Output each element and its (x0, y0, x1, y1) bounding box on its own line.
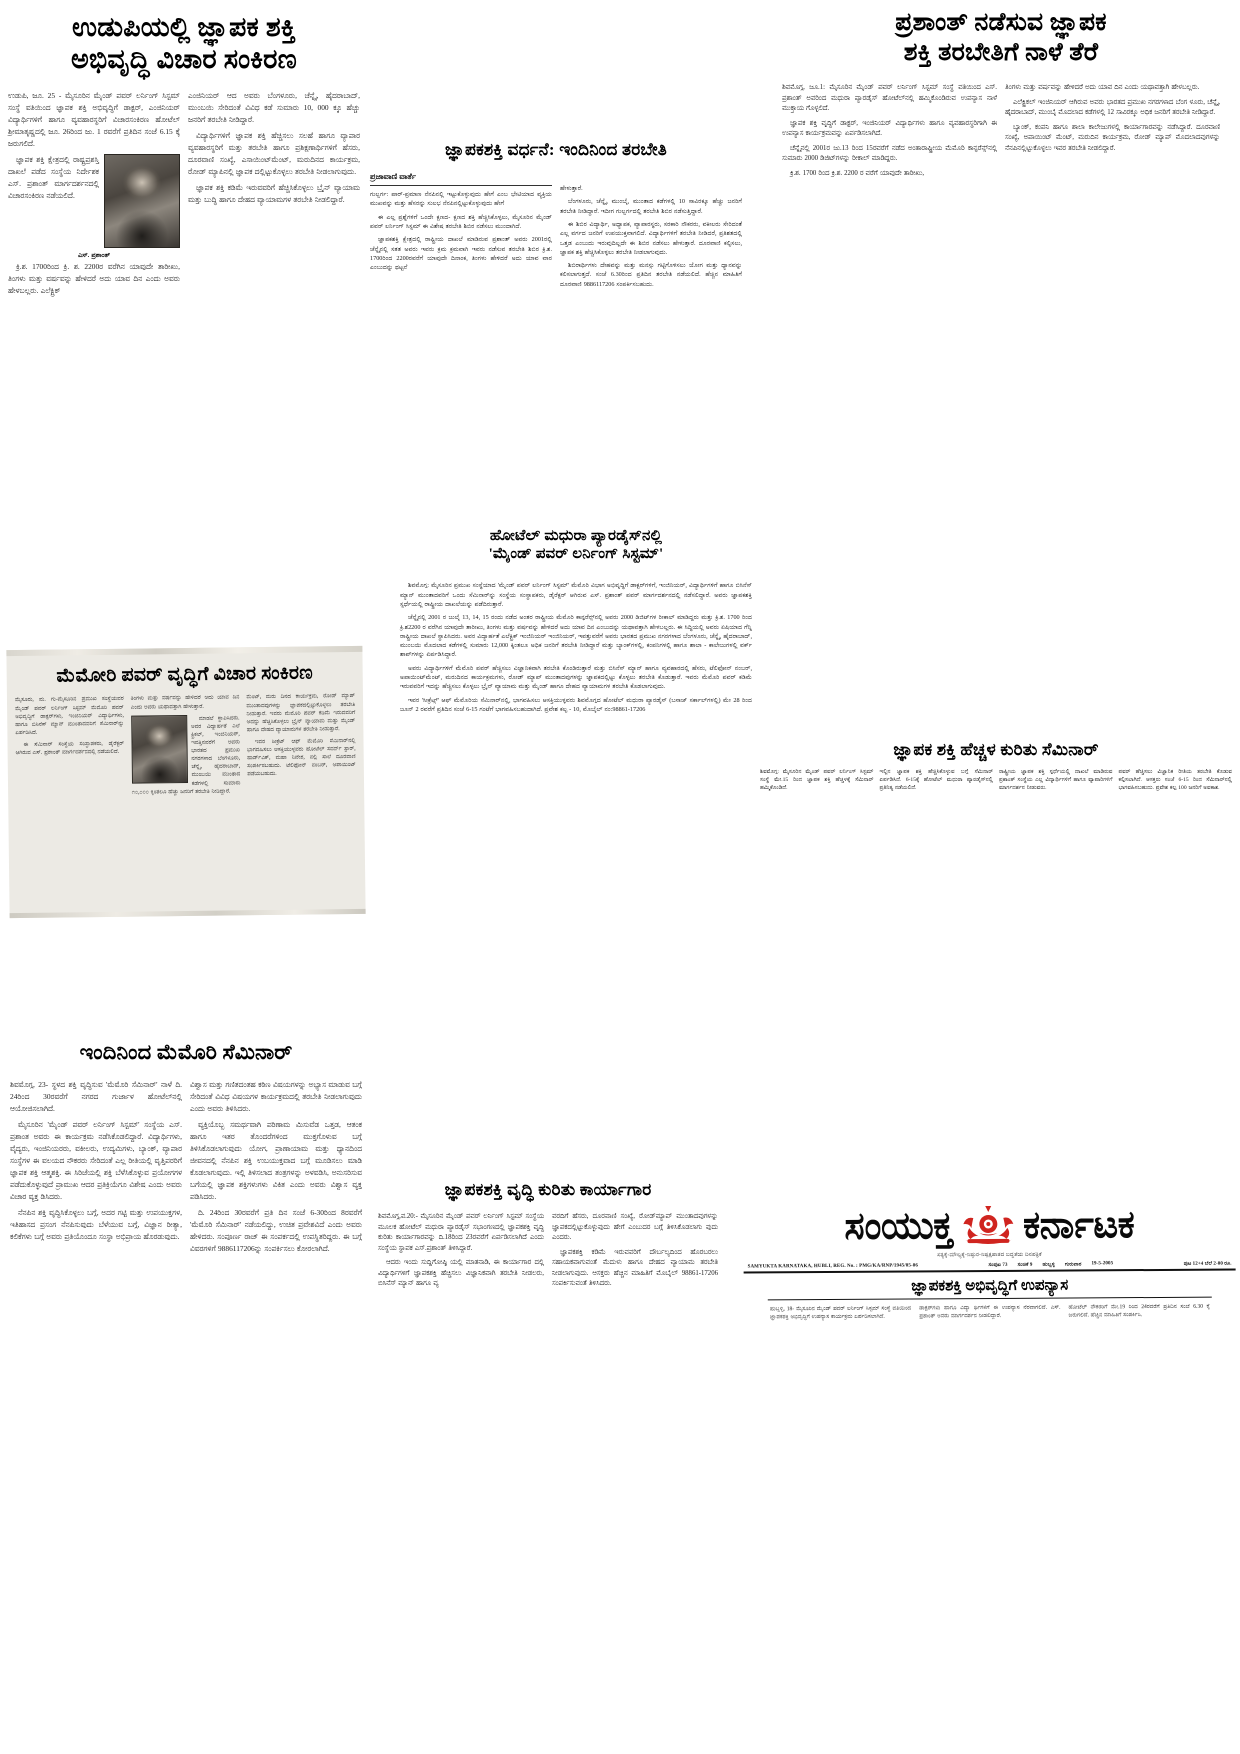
seminar-headline: ಜ್ಞಾಪಕ ಶಕ್ತಿ ಹೆಚ್ಚಳ ಕುರಿತು ಸೆಮಿನಾರ್ (893, 740, 1099, 759)
memory-headline: ಮೆಮೋರಿ ಪವರ್ ವೃದ್ಧಿಗೆ ವಿಚಾರ ಸಂಕಿರಣ (56, 662, 314, 687)
indininda-c2-p2: ವ್ಯಕ್ತಿಯೊಬ್ಬ ಸಮರ್ಥವಾಗಿ ಪರಿಣಾಮ ಮಿಸುವೆಡ ಒತ್ತಡ, ಆತಂಕ ಹಾಗೂ ಇತರ ತೊಂದರೆಗಳಿಂದ ಮುಕ್ತಗೊಳುವ ಬಗ್ಗೆ ತಿಳಿಸಿಕೊಡಲಾಗುವುದು ಯೋಗ, ಪ್ರಾಣಾಯಾಮ ಮತ್ತು ಧ್ಯಾನದಿಂದ ಜೀವನದಲ್ಲಿ ನೆನಪಿನ ಶಕ್ತಿ ಉಬಯುಕ್ತವಾದ ಬಗ್ಗೆ ಮೂಡಿಸಲು ಮಾಡಿ ಕೊಡಲಾಗುವುದು. ಇಲ್ಲಿ ತಿಳಿಸಲಾದ ತಂತ್ರಗಳನ್ನು ಅಳವಡಿಸಿ, ಅನುಸರಿಸುವ ಬಗೆಯಲ್ಲಿ ಜ್ಞಾಪಕ ಶಕ್ತಿಗಳುಗಳು ವಿಕಿತ ಎಂದು ಅವರು ವಿಶ್ವಾಸ ವ್ಯಕ್ತ ಪಡಿಸಿದರು. (190, 1119, 362, 1201)
prashanth-headline (770, 8, 1232, 67)
udupi-headline (8, 12, 360, 76)
seminar-column-2 (880, 768, 994, 796)
today-c2-p1: ಹೇಳುತ್ತಾರೆ. (560, 185, 583, 193)
indininda-c1-p2: ಮೈಸೂರಿನ 'ಮೈಂಡ್ ಪವರ್ ಲರ್ನಿಂಗ್ ಸಿಸ್ಟಮ್' ಸಂಸ್ಥೆಯ ಎಸ್. ಪ್ರಶಾಂತ ಅವರು ಈ ಕಾರ್ಯಕ್ರಮ ನಡೆಸಿಕೊಡಲಿದ್ದಾರೆ. ವಿದ್ಯಾರ್ಥಿಗಳು, ವೈದ್ಯರು, ಇಂಜಿನಿಯರರು, ವಕೀಲರು, ಉದ್ಯಮಿಗಳು, ಬ್ಯಾಂಕ್, ವ್ಯಾಪಾರ ಸಂಸ್ಥೆಗಳ ಈ ವಲಯದ ನೌಕರರು ಸೇರಿದಂತೆ ಎಲ್ಲ ರೀತಿಯಲ್ಲಿ ವೃತ್ತಿಪರರಿಗೆ ಜ್ಞಾಪಕ ಶಕ್ತಿ ಆತ್ಮಶಕ್ತಿ. ಈ ಸಿರಿಜೆಯಲ್ಲಿ ಶಕ್ತಿ ಬೆಳೆಸಿಕೊಳ್ಳುವ ಪ್ರಯೋಗಗಳ ಪಡೆದುಕೊಳ್ಳುವುದೆ ಪ್ರಾಮುಖ ಆದರ ಪ್ರತಿಕ್ರಿಯೆಗೂ ವಿಶೇಷ ಎಂದು ಅವರು ವಿಚಾರ ವ್ಯಕ್ತ ಡಿಸಿದರು. (10, 1119, 182, 1201)
karyagara-headline: ಜ್ಞಾಪಕಶಕ್ತಿ ವೃದ್ಧಿ ಕುರಿತು ಕಾರ್ಯಾಗಾರ (444, 1180, 652, 1199)
clipping-udupi-seminar (8, 12, 360, 512)
masthead-title-row (743, 1196, 1235, 1249)
udupi-c2-p1: ಎಂಜಿನಿಯರ್ ಆದ ಅವರು ಬೆಂಗಳೂರು, ಚೆನ್ನೈ, ಹೈದರಾಬಾದ್, ಮುಂಬಯಿ ಸೇರಿದಂತೆ ವಿವಿಧ ಕಡೆ ಸುಮಾರು 10, 000 ಕ್ಕೂ ಹೆಚ್ಚು ಜನರಿಗೆ ತರಬೇತಿ ನೀಡಿದ್ದಾರೆ. (188, 90, 360, 124)
today-c2-p2: ಬೆಂಗಳೂರು, ಚೆನ್ನೈ, ಮುಂಬೈ, ಮುಂತಾದ ಕಡೆಗಳಲ್ಲಿ 10 ಸಾವಿರಕ್ಕೂ ಹೆಚ್ಚು ಜನರಿಗೆ ತರಬೇತಿ ನೀಡಿದ್ದಾರೆ. ಇದೀಗ ಗುಲ್ಬರ್ಗದಲ್ಲಿ ತರಬೇತಿ ಶಿಬಿರ ನಡೆಸುತ್ತಿದ್ದಾರೆ. (560, 198, 742, 215)
indininda-c2-p1: ವಿಶ್ವಾಸ ಮತ್ತು ಗಣಿತದಂತಹ ಕಠಿಣ ವಿಷಯಗಳನ್ನು ಅಭ್ಯಾಸ ಮಾಡುವ ಬಗ್ಗೆ ಸೇರಿದಂತೆ ವಿವಿಧ ವಿಷಯಗಳ ಕಾರ್ಯಕ್ರಮದಲ್ಲಿ ತರಬೇತಿ ನೀಡಲಾಗುವುದು ಎಂದು ಅವರು ತಿಳಿಸಿದರು. (190, 1079, 362, 1113)
masthead-c2: ಡಾಕ್ಟರ್‌ಗಳು ಹಾಗೂ ವಿದ್ಯಾ ರ್ಥಿಗಳಿಗೆ ಈ ಉಪನ್ಯಾಸ ನೆರವಾಗಲಿದೆ. ಎಸ್. ಪ್ರಶಾಂತ್ ಅವರು ಮಾರ್ಗದರ್ಶನ ನೀಡಲಿದ್ದಾರೆ. (919, 1304, 1061, 1320)
masthead-c3: ಹೋಟೆಲ್ ನೌಕರರಿಗೆ ಮೇ.19 ರಿಂದ 24ರವರೆಗೆ ಪ್ರತಿದಿನ ಸಂಜೆ 6.30 ಕ್ಕೆ ಜರುಗಲಿದೆ. ಹೆಚ್ಚಿನ ಮಾಹಿತಿಗೆ ಸಂಪರ್ಕಿಸಿ. (1068, 1303, 1210, 1319)
udupi-headline-line2: ಅಭಿವೃದ್ಧಿ ವಿಚಾರ ಸಂಕಿರಣ (71, 43, 297, 74)
seminar-c1: ಶಿವಮೊಗ್ಗ: ಮೈಸೂರಿನ ಮೈಂಡ್ ಪವರ್ ಲರ್ನಿಂಗ್ ಸಿಸ್ಟಮ್ ಸಂಸ್ಥೆ ಮೇ.15 ರಿಂದ ಜ್ಞಾಪಕ ಶಕ್ತಿ ಹೆಚ್ಚಳಕ್ಕೆ ಸೆಮಿನಾರ್ ಹಮ್ಮಿಕೊಂಡಿದೆ. (760, 769, 874, 792)
madhura-headline-line2: 'ಮೈಂಡ್ ಪವರ್ ಲರ್ನಿಂಗ್ ಸಿಸ್ಟಮ್' (488, 545, 664, 562)
udupi-c2-p2: ವಿದ್ಯಾರ್ಥಿಗಳಿಗೆ ಜ್ಞಾಪಕ ಶಕ್ತಿ ಹೆಚ್ಚಿಸಲು ಸಲಹೆ ಹಾಗೂ ವ್ಯಾಪಾರ ವ್ಯವಹಾರಸ್ಥರಿಗೆ ಮತ್ತು ತರಬೇತಿ ಹಾಗೂ ಪ್ರಶಿಕ್ಷಣಾರ್ಥಿಗಳಿಗೆ ಹೆಸರು, ದೂರವಾಣಿ ಸಂಖ್ಯೆ, ಎಸಾಯಿಂಟ್‌ಮೆಂಟ್, ಮರುದಿನದ ಕಾರ್ಯಕ್ರಮ, ರೋಡ್ ಮ್ಯಾಪಿನಲ್ಲಿ ಜ್ಞಾಪಕ ದಲ್ಲಿಟ್ಟುಕೊಳ್ಳಲು ತರಬೇತಿ ನೀಡಲಾಗುವುದು. (188, 130, 360, 176)
karyagara-c2-p1: ವರದಿಗೆ ಹೆಸರು, ದೂರವಾಣಿ ಸಂಖ್ಯೆ, ರೋಡ್‌ಮ್ಯಾಪ್ ಮುಂತಾದವುಗಳನ್ನು ಜ್ಞಾಪಕದಲ್ಲಿಟ್ಟುಕೊಳ್ಳುವುದು ಹೇಗೆ ಎಂಬುದರ ಬಗ್ಗೆ ತಿಳಿಸಿಕೊಡಲಾಗು ವುದು ಎಂದರು. (552, 1213, 718, 1242)
clipping-prashanth-tomorrow (770, 8, 1232, 518)
prashanth-photo-udupi (104, 154, 180, 248)
today-column-1 (370, 172, 552, 276)
indininda-c1-p3: ನೆನಪಿನ ಶಕ್ತಿ ವೃದ್ಧಿಸಿಕೊಳ್ಳಲು ಬಗ್ಗೆ, ಅದರ ಗಟ್ಟಿ ಮತ್ತು ಉಪಯುಕ್ತಗಳ, ಇತಿಹಾಸದ ಪ್ರಸಂಗ ನೆನಪಿಸುವುದು ಬೆಳೆಯುವ ಬಗ್ಗೆ, ವಿಜ್ಞಾನ ರೀತ್ಯಾ, ಕಲಿಕೆಗಳು ಬಗ್ಗೆ ಅವರು ಪ್ರತಿಯೊಂದೂ ಸಂಸ್ಥಾ ಅಭಿಪ್ರಾಯ ಹೊರಡುವುದು. (10, 1207, 182, 1241)
masthead-day: ಗುರುವಾರ (1064, 1262, 1082, 1268)
masthead-article-column-1 (770, 1304, 911, 1325)
masthead-sub-headline: ಜ್ಞಾಪಕಶಕ್ತಿ ಅಭಿವೃದ್ಧಿಗೆ ಉಪನ್ಯಾಸ (768, 1276, 1212, 1301)
indininda-column-1 (10, 1079, 182, 1247)
prashanth-c2-p1: ತಿಂಗಳು ಮತ್ತು ವರ್ಷವನ್ನು ಹೇಳಿದರೆ ಅದು ಯಾವ ದಿನ ಎಂದು ಯಥಾವತ್ತಾಗಿ ಹೇಳಬಲ್ಲರು. (1005, 84, 1200, 91)
masthead-article-column-3 (1068, 1303, 1209, 1324)
clipping-today-training (370, 140, 742, 520)
seminar-c3: ರಾಷ್ಟ್ರೀಯ ಜ್ಞಾಪಕ ಶಕ್ತಿ ಸ್ಪರ್ಧೆಯಲ್ಲಿ ದಾಖಲೆ ಮಾಡಿರುವ ಪ್ರಶಾಂತ್ ಸಂಸ್ಥೆಯ ಎಲ್ಲ ವಿದ್ಯಾರ್ಥಿಗಳಿಗೆ ಹಾಗೂ ವ್ಯಾಪಾರಿಗಳಿಗೆ ಮಾರ್ಗದರ್ಶನ ನೀಡುವರು. (999, 769, 1113, 792)
udupi-column-2 (188, 90, 360, 210)
today-c1-p1: ಗುಲ್ಬರ್ಗ: ಪಾರ್-ಪ್ರಮಾಣ ನೆನಪಿನಲ್ಲಿ ಇಟ್ಟುಕೊಳ್ಳುವುದು ಹೇಗೆ ಎಂಬ ಭೇಟಿಯಾದ ವ್ಯಕ್ತಿಯ ಮುಖವನ್ನು ಮತ್ತು ಹೆಸರನ್ನು ಸುಲಭ ನೆನಪಿನಲ್ಲಿಟ್ಟುಕೊಳ್ಳುವುದು ಹೇಗೆ (370, 191, 552, 208)
masthead-article-column-2 (919, 1304, 1060, 1325)
karyagara-column-1 (378, 1212, 544, 1294)
udupi-c1-p1: ಉಡುಪಿ, ಜೂ. 25 - ಮೈಸೂರಿನ ಮೈಂಡ್ ಪವರ್ ಲರ್ನಿಂಗ್ ಸಿಸ್ಟಮ್ ಸಂಸ್ಥೆ ವತಿಯಿಂದ ಜ್ಞಾಪಕ ಶಕ್ತಿ ಅಭಿವೃದ್ಧಿಗೆ ಡಾಕ್ಟರ್, ಎಂಜಿನಿಯರ್ ವಿದ್ಯಾರ್ಥಿಗಳಿಗೆ ಹಾಗೂ ವ್ಯವಹಾರಸ್ಥರಿಗೆ ವಿಚಾರಸಂಕಿರಣ ಹೋಟೆಲ್ ಶ್ರೀಮಾತೃಷ್ಣದಲ್ಲಿ ಜೂ. 26ರಿಂದ ಜು. 1 ರವರೆಗೆ ಪ್ರತಿದಿನ ಸಂಜೆ 6.15 ಕ್ಕೆ ಜರುಗಲಿದೆ. (8, 90, 180, 148)
clipping-seminar-about-memory (760, 740, 1232, 850)
today-c1-p3: ಜ್ಞಾಪಕಶಕ್ತಿ ಕ್ಷೇತ್ರದಲ್ಲಿ ರಾಷ್ಟ್ರೀಯ ದಾಖಲೆ ಮಾಡಿರುವ ಪ್ರಶಾಂತ್ ಅವರು 2001ರಲ್ಲಿ ಚೆನ್ನೈನಲ್ಲಿ ಸತತ ಅವರು ಇವರು ಕ್ರಮ ಕ್ರಮವಾಗಿ ಇವರು ನಡೆಸುವ ತರಬೇತಿ ಶಿಬಿರ ಕ್ರಿ.ಶ. 1700ರಿಂದ 2200ರವರೆಗೆ ಯಾವುದೇ ದಿನಾಂಕ, ತಿಂಗಳು ಹೇಳಿದರೆ ಅದು ಯಾವ ವಾರ ಎಂಬುದನ್ನು ಥಟ್ಟನೆ (370, 236, 552, 272)
seminar-c2: ಇಲ್ಲಿನ ಜ್ಞಾಪಕ ಶಕ್ತಿ ಹೆಚ್ಚಿಸಿಕೊಳ್ಳುವ ಬಗ್ಗೆ ಸೆಮಿನಾರ್ ಏರ್ಪಡಿಸಿದೆ. 6-15ಕ್ಕೆ ಹೋಟೆಲ್ ಮಧುರಾ ಪ್ಯಾರಡೈಸ್‌ನಲ್ಲಿ ಪ್ರತಿನಿತ್ಯ ನಡೆಯಲಿದೆ. (879, 769, 993, 792)
today-rule (370, 185, 552, 186)
masthead-place: ಹುಬ್ಬಳ್ಳಿ (1042, 1262, 1055, 1268)
karyagara-column-2 (552, 1212, 718, 1294)
prashanth-photo-memory (131, 715, 188, 784)
seminar-c4: ಪವರ್ ಹೆಚ್ಚಿಸಲು ವಿಜ್ಞಾನಿಕ ರೀತಿಯ ತರಬೇತಿ ಕೊಡುವ ಕಲ್ಪಿಸಲಾಗಿದೆ. ಆಸಕ್ತರು ಸಂಜೆ 6-15 ರಿಂದ ಸೆಮಿನಾರ್‌ನಲ್ಲಿ ಭಾಗವಹಿಸಬಹುದು. ಪ್ರವೇಶ ಕಲ್ಪ 100 ಜನರಿಗೆ ಅವಕಾಶ. (1118, 769, 1232, 792)
memory-column-1 (15, 695, 124, 761)
prashanth-column-2 (1005, 83, 1220, 158)
indininda-column-2 (190, 1079, 362, 1259)
prashanth-c1-p4: ಕ್ರಿ.ಶ. 1700 ರಿಂದ ಕ್ರಿ.ಶ. 2200 ರ ವರೆಗೆ ಯಾವುದೇ ತಾರೀಖು, (790, 169, 925, 177)
memory-c2-p2: ಮಾಡಲೆ ಸ್ಥಾಪಿಸಿದರು. ಅವರ ವಿದ್ಯಾರ್ಹತೆ ಎಲೆ ಕ್ಟ್ರಿಕಲ್, ಇಂಜಿನಿಯರ್, ಇವತ್ತಿನವರೆಗೆ ಅವರು ಭಾರತದ ಪ್ರಮುಖ ನಗರಗಳಾದ ಬೆಂಗಳೂರು, ಚೆನ್ನೈ, ಹೈದರಾಬಾದ್, ಮುಂಬಯಿ ಮುಂತಾದ ಕಡೆಗಳಲ್ಲಿ ಸುಮಾರು ೧೦,೦೦೦ ಕ್ಕಿಂತಲೂ ಹೆಚ್ಚು ಜನರಿಗೆ ತರಬೇತಿ ನೀಡಿದ್ದಾರೆ. (131, 714, 241, 796)
memory-c3-p2: ಇವರ ಸೀಕ್ರೆಟ್ ಆಫ್ ಮೆಮೊರಿ ಸೆಮಿನಾರ್‌ನಲ್ಲಿ ಭಾಗವಹಿಸಲು ಆಸಕ್ತಿಯುಳ್ಳವರು ಹೋಟೆಲ್ ಸದರ್ನ್ ಸ್ಟಾರ್, ಹಾರ್ಡ್‌ವಿಕ್, ಮಹಾ ನಿವೇಶ, ನಲ್ಲಿ ಸಾಲೆ ದೂರವಾಣಿ ಸಂಪರ್ಕಿಸಬಹುದು. ಟೆಲಿಫೋನ್ ನಂಬರ್, ಅಪಾಯಿಂಟ್ ಪಡೆಯಬಹುದು. (246, 737, 356, 778)
seminar-column-3 (999, 768, 1113, 796)
prashanth-headline-line2: ಶಕ್ತಿ ತರಬೇತಿಗೆ ನಾಳೆ ತೆರೆ (903, 38, 1099, 66)
madhura-p1: ಶಿವಮೊಗ್ಗ: ಮೈಸೂರಿನ ಪ್ರಮುಖ ಸಂಸ್ಥೆಯಾದ 'ಮೈಂಡ್ ಪವರ್ ಲರ್ನಿಂಗ್ ಸಿಸ್ಟಮ್' ಮೆಮೊರಿ ವಿಭಾಗ ಅಭಿವೃದ್ಧಿಗೆ ಡಾಕ್ಟರ್‌ಗಳಿಗೆ, ಇಂಜಿನಿಯರ್, ವಿದ್ಯಾರ್ಥಿಗಳಿಗೆ ಹಾಗೂ ಬಿಸಿನೆಸ್ ಮ್ಯಾನ್ ಮುಂತಾದವರಿಗೆ ಒಂದು ಸೆಮಿನಾರ್‌ನ್ನು ಸಂಸ್ಥೆಯ ಸಂಸ್ಥಾಪಕರು, ಡೈರೆಕ್ಟರ್ ಆಗಿರುವ ಎಸ್. ಪ್ರಶಾಂತ್ ಪವರ್ ಮಾರ್ಗದರ್ಶನದಲ್ಲಿ ನಡೆಸಲಿದ್ದಾರೆ. ಅವರು ಜ್ಞಾಪಕಶಕ್ತಿ ಸ್ಪರ್ಧೆಯಲ್ಲಿ ರಾಷ್ಟ್ರೀಯ ದಾಖಲೆಯನ್ನು ಪಡೆದಿರುತ್ತಾರೆ. (400, 582, 752, 608)
memory-c1-p1: ಮೈಸೂರು, ಮ. ಗು-ಮೈಸೂರಿನ ಪ್ರಮುಖ ಸಂಸ್ಥೆಯವರ ಮೈಂಡ್ ಪವರ್ ಲರ್ನಿಂಗ್ ಸಿಸ್ಟಮ್ ಮೆಮೊರಿ ಪವರ್ ಅಭಿವೃದ್ಧಿಗೆ ಡಾಕ್ಟರ್‌ಗಳು, ಇಂಜಿನಿಯರ್ ವಿದ್ಯಾರ್ಥಿಗಳು, ಹಾಗೂ ಬಿಸಿನೆಸ್ ಮ್ಯಾನ್ ಮುಂತಾದವರಿಗೆ ಸೆಮಿನಾರ್‌ನ್ನು ಏರ್ಪಡಿಸಿದೆ. (14, 696, 124, 736)
karyagara-c2-p2: ಜ್ಞಾಪಕಶಕ್ತಿ ಕಡಿಮೆ ಇರುವವರಿಗೆ ದೌರ್ಬಲ್ಯದಿಂದ ಹೊರಬರಲು ಸಹಾಯಕವಾಗುವಂತೆ ಮೆದುಳು ಹಾಗೂ ದೇಹದ ವ್ಯಾಯಾಮ ತರಬೇತಿ ನೀಡಲಾಗುವುದು. ಆಸಕ್ತರು ಹೆಚ್ಚಿನ ಮಾಹಿತಿಗೆ ಮೊಬೈಲ್ 98861-17206 ಸಂಪರ್ಕಿಸುವಂತೆ ತಿಳಿಸಿದರು. (552, 1248, 718, 1288)
prashanth-headline-line1: ಪ್ರಶಾಂತ್ ನಡೆಸುವ ಜ್ಞಾಪಕ (895, 9, 1107, 36)
memory-column-3 (246, 692, 356, 782)
udupi-c1-p2: ಜ್ಞಾಪಕ ಶಕ್ತಿ ಕ್ಷೇತ್ರದಲ್ಲಿ ರಾಷ್ಟ್ರಪ್ರಶಸ್ತಿ ದಾಖಲೆ ಪಡೆದ ಸಂಸ್ಥೆಯ ನಿರ್ದೇಶಕ ಎಸ್. ಪ್ರಶಾಂತ್ ಮಾರ್ಗದರ್ಶನದಲ್ಲಿ ವಿಚಾರಸಂಕಿರಣ ನಡೆಯಲಿದೆ. (8, 154, 99, 200)
today-kicker: ಪ್ರಜಾವಾಣಿ ವಾರ್ತೆ (370, 172, 416, 182)
memory-c1-p2: ಈ ಸೆಮಿನಾರ್ ಸಂಸ್ಥೆಯ ಸಂಸ್ಥಾಪಕರು, ಡೈರೆಕ್ಟರ್ ಆಗಿರುವ ಎಸ್. ಪ್ರಶಾಂತ್ ಮಾರ್ಗದರ್ಶನದಲ್ಲಿ ನಡೆಯಲಿದೆ. (15, 740, 125, 757)
today-headline: ಜ್ಞಾಪಕಶಕ್ತಿ ವರ್ಧನೆ: ಇಂದಿನಿಂದ ತರಬೇತಿ (444, 140, 668, 159)
indininda-headline: ಇಂದಿನಿಂದ ಮೆಮೊರಿ ಸೆಮಿನಾರ್ (79, 1040, 293, 1064)
prashanth-c1-p1: ಶಿವಮೊಗ್ಗ, ಜೂ.1: ಮೈಸೂರಿನ ಮೈಂಡ್ ಪವರ್ ಲರ್ನಿಂಗ್ ಸಿಸ್ಟಮ್ ಸಂಸ್ಥೆ ವತಿಯಿಂದ ಎಸ್. ಪ್ರಶಾಂತ್ ಅವರಿಂದ ಮಧುರಾ ಪ್ಯಾರಡೈಸ್ ಹೋಟೆಲ್‌ನಲ್ಲಿ ಹಮ್ಮಿಕೊಂಡಿರುವ ಉಪನ್ಯಾಸ ನಾಳೆ ಮುಕ್ತಾಯ ಗೊಳ್ಳಲಿದೆ. (782, 84, 997, 113)
udupi-column-1 (8, 90, 180, 301)
prashanth-column-1 (782, 83, 997, 183)
indininda-c1-p1: ಶಿವಮೊಗ್ಗ, 23- ಸ್ಥಳದ ಶಕ್ತಿ ವೃದ್ಧಿಸುವ 'ಮೆಮೊರಿ ಸೆಮಿನಾರ್' ನಾಳೆ ದಿ. 24ರಿಂದ 30ರವರೆಗೆ ನಗರದ ಗುರ್ಜಾಳ ಹೋಟೆಲ್‌ನಲ್ಲಿ ಆಯೋಜಿಸಲಾಗಿದೆ. (10, 1079, 182, 1113)
udupi-c1-p3: ಕ್ರಿ.ಶ. 1700ರಿಂದ ಕ್ರಿ. ಶ. 2200ರ ವರೆಗಿನ ಯಾವುದೇ ತಾರೀಖು, ತಿಂಗಳು ಮತ್ತು ವರ್ಷವನ್ನು ಹೇಳಿದರೆ ಅದು ಯಾವ ದಿನ ಎಂದು ಅವರು ಹೇಳಬಲ್ಲರು. ಎಲೆಕ್ಟ್ರಿಕ್ (8, 262, 180, 296)
memory-c2-p1: ತಿಂಗಳು ಮತ್ತು ವರ್ಷವನ್ನು ಹೇಳಿದರೆ ಅದು ಯಾವ ದಿನ ಎಂದು ಅವರು ಯಥಾವತ್ತಾಗಿ ಹೇಳುತ್ತಾರೆ. (130, 694, 240, 711)
indininda-c2-p3: ದಿ. 24ರಿಂದ 30ರವರೆಗೆ ಪ್ರತಿ ದಿನ ಸಂಜೆ 6-30ರಿಂದ 8ರವರೆಗೆ 'ಮೆಮೊರಿ ಸೆಮಿನಾರ್' ನಡೆಯಲಿದ್ದು, ಉಚಿತ ಪ್ರವೇಶವಿದೆ ಎಂದು ಅವರು ಹೇಳಿದರು. ಸಂಪೂರ್ಣ ರಾಜ್ ಈ ಸಂಪರ್ಕದಲ್ಲಿ ಉಪಸ್ಥಿತರಿದ್ದರು. ಈ ಬಗ್ಗೆ ವಿವರಗಳಿಗೆ 9886117206ನ್ನು ಸಂಪರ್ಕಿಸಲು ಕೋರಲಾಗಿದೆ. (190, 1207, 362, 1253)
udupi-c2-p3: ಜ್ಞಾಪಕ ಶಕ್ತಿ ಕಡಿಮೆ ಇರುವವರಿಗೆ ಹೆಚ್ಚಿಸಿಕೊಳ್ಳಲು ಬ್ರೈನ್ ವ್ಯಾಯಾಮ ಮತ್ತು ಬುದ್ಧಿ ಹಾಗೂ ದೇಹದ ವ್ಯಾಯಾಮಗಳ ತರಬೇತಿ ನೀಡಲಿದ್ದಾರೆ. (188, 182, 360, 204)
masthead-registration: SAMYUKTA KARNATAKA, HUBLI, REG. No. : PMG/KA/RNP/1945/05-06 (747, 1262, 918, 1269)
masthead-pages-price: ಪುಟ 12+4 ಬೆಲೆ 2-00 ರೂ. (1183, 1261, 1232, 1267)
karyagara-c1-p2: ಆದರು ಇಂದು ಸುದ್ದಿಗೋಷ್ಠಿ ಯಲ್ಲಿ ಮಾತನಾಡಿ, ಈ ಕಾರ್ಯಾಗಾರ ದಲ್ಲಿ ವಿದ್ಯಾರ್ಥಿಗಳಿಗೆ ಜ್ಞಾಪಕಶಕ್ತಿ ಹೆಚ್ಚಿಸಲು ವಿಜ್ಞಾನಿಕವಾಗಿ ತರಬೇತಿ ನೀಡಲರು, ಬಿಸಿನೆಸ್ ಮ್ಯಾನ್ ಹಾಗೂ ವ್ಯ (378, 1259, 544, 1288)
masthead-divider (744, 1268, 1236, 1273)
prashanth-c1-p3: ಚೆನ್ನೈನಲ್ಲಿ 2001ರ ಜು.13 ರಿಂದ 15ರವರೆಗೆ ನಡೆದ ಅಂತಾರಾಷ್ಟ್ರೀಯ ಮೆಮೊರಿ ಕಾನ್ಫರೆನ್ಸ್‌ನಲ್ಲಿ ಸುಮಾರು 2000 ಡಿಜಿಟ್‌ಗಳನ್ನು ರೀಕಾಲ್ ಮಾಡಿದ್ದರು. (782, 144, 997, 163)
clipping-indininda-memory-seminar (10, 1040, 362, 1570)
madhura-p3: ಅವರು ವಿದ್ಯಾರ್ಥಿಗಳಿಗೆ ಮೆಮೊರಿ ಪವರ್ ಹೆಚ್ಚಿಸಲು ವಿಜ್ಞಾನಿಕವಾಗಿ ತರಬೇತಿ ಕೊಂಡಿರುತ್ತಾರೆ ಮತ್ತು ಬಿಸಿನೆಸ್ ಮ್ಯಾನ್ ಹಾಗೂ ವ್ಯವಹಾರದಲ್ಲಿ ಹೆಸರು, ಟೆಲಿಫೋನ್ ನಂಬರ್, ಅಪಾಯಿಂಟ್‌ಮೆಂಟ್, ಮರುದಿನದ ಕಾರ್ಯಕ್ರಮಗಳು, ರೋಡ್ ಮ್ಯಾಪ್ ಮುಂತಾದವುಗಳನ್ನು ಜ್ಞಾಪಕದಲ್ಲಿಟ್ಟು ಕೊಳ್ಳಲು ತರಬೇತಿ ಕೊಡುತ್ತಾರೆ. ಇವರು ಮೆಮೊರಿ ಪವರ್ ಕಡಿಮೆ ಇರುವವರಿಗೆ ಇದನ್ನು ಹೆಚ್ಚಿಸಲು ಕೊಳ್ಳಲು ಬ್ರೈನ್ ವ್ಯಾಯಾಮ ಮತ್ತು ಮೈಂಡ್ ಹಾಗೂ ದೇಹದ ವ್ಯಾಯಾಮಗಳ ತರಬೇತಿ ಕೊಡಲಾಗುವುದು. (400, 664, 752, 691)
madhura-p2: ಚೆನ್ನೈನಲ್ಲಿ 2001 ರ ಜುಲೈ 13, 14, 15 ರಂದು ನಡೆದ ಅಂತರ ರಾಷ್ಟ್ರೀಯ ಮೆಮೊರಿ ಕಾನ್ಫರೆನ್ಸ್‌ನಲ್ಲಿ ಅವರು 2000 ಡಿಜಿಟ್‌ಗಳ ರೀಕಾಲ್ ಮಾಡಿದ್ದರು ಮತ್ತು ಕ್ರಿ.ಶ. 1700 ರಿಂದ ಕ್ರಿ.ಶ2200 ರ ವರೆಗಿನ ಯಾವುದೇ ತಾರೀಖು, ತಿಂಗಳು ಮತ್ತು ವರ್ಷವನ್ನು ಹೇಳಿದರೆ ಅದು ಯಾವ ದಿನ ಎಂಬುದನ್ನು ಯಥಾವತ್ತಾಗಿ ಹೇಳಬಲ್ಲರು. ಈ ಸಿದ್ಧಿಯಲ್ಲಿ ಅವರು ಏಷಿಯಾದ ಗೆನ್ನಿ ರಾಷ್ಟ್ರೀಯ ದಾಖಲೆ ಸ್ಥಾಪಿಸಿದರು. ಅವರ ವಿದ್ಯಾರ್ಹತೆ ಎಲೆಕ್ಟ್ರಿಕ್ ಇಂಜಿನಿಯರ್ ಇಂಜಿನಿಯರ್, ಇವತ್ತುವರೆಗೆ ಅವರು ಭಾರತದ ಪ್ರಮುಖ ನಗರಗಳಾದ ಬೆಂಗಳೂರು, ಚೆನ್ನೈ, ಹೈದರಾಬಾದ್, ಮುಂಬಯಿ ಮೊದಲಾದ ಕಡೆಗಳಲ್ಲಿ ಸುಮಾರು 12,000 ಕ್ಕಿಂತಲೂ ಅಧಿಕ ಜನರಿಗೆ ತರಬೇತಿ ನೀಡಿದ್ದಾರೆ ಮತ್ತು ಬ್ಯಾಂಕ್‌ಗಳಲ್ಲಿ, ಕಂಪನಿಗಳಲ್ಲಿ ಹಾಗೂ ಶಾಲಾ - ಕಾಲೇಜುಗಳಲ್ಲಿ ವರ್ಕ್ ಶಾಪ್‌ಗಳನ್ನು ಏರ್ಪಡಿಸಿದ್ದಾರೆ. (400, 614, 752, 659)
prashanth-c1-p2: ಜ್ಞಾಪಕ ಶಕ್ತಿ ವೃದ್ಧಿಗೆ ಡಾಕ್ಟರ್, ಇಂಜಿನಿಯರ್ ವಿದ್ಯಾರ್ಥಿಗಳು ಹಾಗೂ ವ್ಯವಹಾರಸ್ಥರಿಗಾಗಿ ಈ ಉಪನ್ಯಾಸ ಕಾರ್ಯಕ್ರಮವನ್ನು ಏರ್ಪಡಿಸಲಾಗಿದೆ. (782, 119, 997, 138)
karnataka-state-emblem-icon (959, 1204, 1017, 1248)
madhura-p4: ಇವರ 'ಸೀಕ್ರೆಟ್ಸ್' ಆಫ್ ಮೆಮೊರಿಯ ಸೆಮಿನಾರ್‌ನಲ್ಲಿ, ಭಾಗವಹಿಸಲು ಆಸಕ್ತಿಯುಳ್ಳವರು ಶಿವಮೊಗ್ಗದ ಹೋಟೆಲ್ ಮಧುರಾ ಪ್ಯಾರಡೈಸ್ (ಬಸಾಜ್ ಸರ್ಕಾಲ್‌ಗಳಲ್ಲಿ) ಮೇ 28 ರಿಂದ ಜೂನ್ 2 ರವರೆಗೆ ಪ್ರತಿದಿನ ಸಂಜೆ 6-15 ಗಂಟೆಗೆ ಭಾಗವಹಿಸಬಹುದಾಗಿದೆ. ಪ್ರವೇಶ ಕಲ್ಪ - 10, ಮೊಬೈಲ್ ನಂ:98861-17206 (400, 696, 752, 713)
prashanth-c2-p2: ಎಲೆಕ್ಟ್ರಿಕಲ್ ಇಂಜಿನಿಯರ್ ಆಗಿರುವ ಅವರು ಭಾರತದ ಪ್ರಮುಖ ನಗರಗಳಾದ ಬೆಂಗ ಳೂರು, ಚೆನ್ನೈ, ಹೈದರಾಬಾದ್, ಮುಂಬೈ ಮೊದಲಾದ ಕಡೆಗಳಲ್ಲಿ 12 ಸಾವಿರಕ್ಕೂ ಅಧಿಕ ಜನರಿಗೆ ತರಬೇತಿ ನೀಡಿದ್ದಾರೆ. (1005, 98, 1220, 117)
masthead-c1: ಹುಬ್ಬಳ್ಳಿ, 18- ಮೈಸೂರಿನ ಮೈಂಡ್ ಪವರ್ ಲರ್ನಿಂಗ್ ಸಿಸ್ಟಮ್ ಸಂಸ್ಥೆ ವತಿಯಿಂದ ಜ್ಞಾಪಕಶಕ್ತಿ ಅಭಿವೃದ್ಧಿಗೆ ಉಪನ್ಯಾಸ ಕಾರ್ಯಕ್ರಮ ಏರ್ಪಡಿಸಲಾಗಿದೆ. (769, 1305, 912, 1321)
clipping-karyagara-workshop (378, 1180, 718, 1580)
clipping-samyukta-karnataka-masthead (743, 1196, 1237, 1469)
today-c2-p3: ಈ ಶಿಬಿರ ವಿದ್ಯಾರ್ಥಿ, ಅಧ್ಯಾಪಕ, ವ್ಯಾಪಾರಸ್ಥರು, ಸರಕಾರಿ ನೌಕರರು, ವಕೀಲರು ಸೇರಿದಂತೆ ಎಲ್ಲ ವರ್ಗದ ಜನರಿಗೆ ಉಪಯುಕ್ತವಾಗಲಿದೆ. ವಿದ್ಯಾರ್ಥಿಗಳಿಗೆ ತರಬೇತಿ ನೀಡಿದರೆ, ಪ್ರತಿಶತದಲ್ಲಿ ಒತ್ತಡ ಎಂಬುದು ಇರುವುದಿಲ್ಲದೇ ಈ ಶಿಬಿರ ನಡೆಸಲು ಹೇಳುತ್ತಾರೆ. ದೂರವಾಣಿ ಕಲ್ಪಿಸಲು, ಜ್ಞಾಪಕ ಶಕ್ತಿ ಹೆಚ್ಚಿಸಿಕೊಳ್ಳಲು ತರಬೇತಿ ನೀಡಲಾಗುವುದು. (560, 220, 742, 256)
clipping-memory-power (6, 646, 365, 918)
clipping-madhura-paradise (400, 528, 752, 1038)
udupi-headline-line1: ಉಡುಪಿಯಲ್ಲಿ ಜ್ಞಾಪಕ ಶಕ್ತಿ (72, 12, 296, 42)
udupi-photo-caption: ಎಸ್. ಪ್ರಶಾಂತ್ (77, 251, 111, 259)
karyagara-c1-p1: ಶಿವಮೊಗ್ಗ,ವ.20:- ಮೈಸೂರಿನ ಮೈಂಡ್ ಪವರ್ ಲರ್ನಿಂಗ್ ಸಿಸ್ಟಮ್ ಸಂಸ್ಥೆಯ ಮೂಲಕ ಹೋಟೆಲ್ ಮಧುರಾ ಪ್ಯಾರಡೈಸ್ ಸಭಾಂಗಣದಲ್ಲಿ ಜ್ಞಾಪಕಶಕ್ತಿ ವೃದ್ಧಿ ಕುರಿತು ಕಾರ್ಯಾಗಾರವನ್ನು ದಿ.18ರಿಂದ 23ರವರೆಗೆ ಏರ್ಪಡಿಸಲಾಗಿದೆ ಎಂದು ಸಂಸ್ಥೆಯ ಸ್ಥಾಪಕ ಎಸ್.ಪ್ರಶಾಂತ್ ತಿಳಿಸಿದ್ದಾರೆ. (378, 1213, 544, 1252)
seminar-column-1 (760, 768, 874, 796)
today-c1-p2: ಈ ಎಲ್ಲ ಪ್ರಶ್ನೆಗಳಿಗೆ ಒಂದೇ ಕ್ಷಣದ- ಕ್ಷಣದ ಶಕ್ತಿ ಹೆಚ್ಚಿಸಿಕೊಳ್ಳಲು, ಮೈಸೂರಿನ ಮೈಂಡ್ ಪವರ್ ಲರ್ನಿಂಗ್ ಸಿಸ್ಟಮ್ ಈ ವಿಶೇಷ ತರಬೇತಿ ಶಿಬಿರ ನಡೆಸಲು ಮುಂದಾಗಿದೆ. (370, 213, 552, 230)
madhura-headline-line1: ಹೋಟೆಲ್ ಮಧುರಾ ಪ್ಯಾರಡೈಸ್‌ನಲ್ಲಿ (489, 528, 663, 544)
masthead-date: 19-5-2005 (1091, 1261, 1114, 1267)
masthead-issue: ಸಂಚಿಕೆ 9 (1017, 1262, 1033, 1268)
memory-c3-p1: ಮೆಂಟ್, ಮರು ದಿನದ ಕಾರ್ಯಕ್ರಮ, ರೋಡ್ ಮ್ಯಾಪ್ ಮುಂತಾದವುಗಳನ್ನು ಜ್ಞಾಪಕದಲ್ಲಿಟ್ಟುಕೊಳ್ಳಲು ತರಬೇತಿ ನೀಡುತ್ತಾರೆ. ಇವರು ಮೆಮೊರಿ ಪವರ್ ಕಡಿಮೆ ಇರುವವರಿಗೆ ಅದನ್ನು ಹೆಚ್ಚಿಸಿಕೊಳ್ಳಲು ಬ್ರೈನ್ ವ್ಯಾಯಾಮ ಮತ್ತು ಮೈಂಡ್ ಹಾಗೂ ದೇಹದ ವ್ಯಾಯಾಮಗಳ ತರಬೇತಿ ನೀಡುತ್ತಾರೆ. (246, 693, 356, 734)
today-c2-p4: ಶಿಬಿರಾರ್ಥಿಗಳು ದೇಹವನ್ನು ಮತ್ತು ಮನಸ್ಸು ಗಟ್ಟಿಗೊಳಿಸಲು ಯೋಗ ಮತ್ತು ಧ್ಯಾನವನ್ನು ಕಲಿಸಲಾಗುತ್ತದೆ. ಸಂಜೆ 6.30ರಿಂದ ಪ್ರತಿದಿನ ತರಬೇತಿ ನಡೆಯಲಿದೆ. ಹೆಚ್ಚಿನ ಮಾಹಿತಿಗೆ ದೂರವಾಣಿ 9886117206 ಸಂಪರ್ಕಿಸಬಹುದು. (560, 262, 742, 288)
prashanth-c2-p3: ಬ್ಯಾಂಕ್, ಕಂಪನಿ ಹಾಗೂ ಶಾಲಾ ಕಾಲೇಜುಗಳಲ್ಲಿ ಕಾರ್ಯಾಗಾರವನ್ನು ನಡೆಸಿದ್ದಾರೆ. ದೂರವಾಣಿ ಸಂಖ್ಯೆ, ಅಪಾಯಿಂಟ್ ಮೆಂಟ್, ಮರುದಿನ ಕಾರ್ಯಕ್ರಮ, ರೋಡ್ ಮ್ಯಾಪ್ ಮೊದಲಾದವುಗಳನ್ನು ನೆನಪಿನಲ್ಲಿಟ್ಟುಕೊಳ್ಳಲು ಇವರ ತರಬೇತಿ ನೀಡಲಿದ್ದಾರೆ. (1005, 123, 1220, 152)
memory-column-2 (131, 694, 241, 801)
madhura-headline (400, 528, 752, 563)
seminar-column-4 (1119, 768, 1233, 796)
memory-clip-torn-bottom-edge (10, 909, 366, 918)
masthead-volume: ಸಂಪುಟ 73 (988, 1262, 1008, 1269)
masthead-word-samyukta: ಸಂಯುಕ್ತ (844, 1205, 954, 1248)
today-column-2 (560, 172, 742, 293)
masthead-tagline: ಸತ್ಯಕ್ಕೆ-ಮೌಲ್ಯಕ್ಕೆ-ನಿಷ್ಠುರ-ನಿಷ್ಪಕ್ಷಪಾತದ ಬದ್ಧತೆಯ ದಿನಪತ್ರಿಕೆ (937, 1251, 1042, 1259)
masthead-word-karnataka: ಕರ್ನಾಟಕ (1022, 1204, 1135, 1247)
